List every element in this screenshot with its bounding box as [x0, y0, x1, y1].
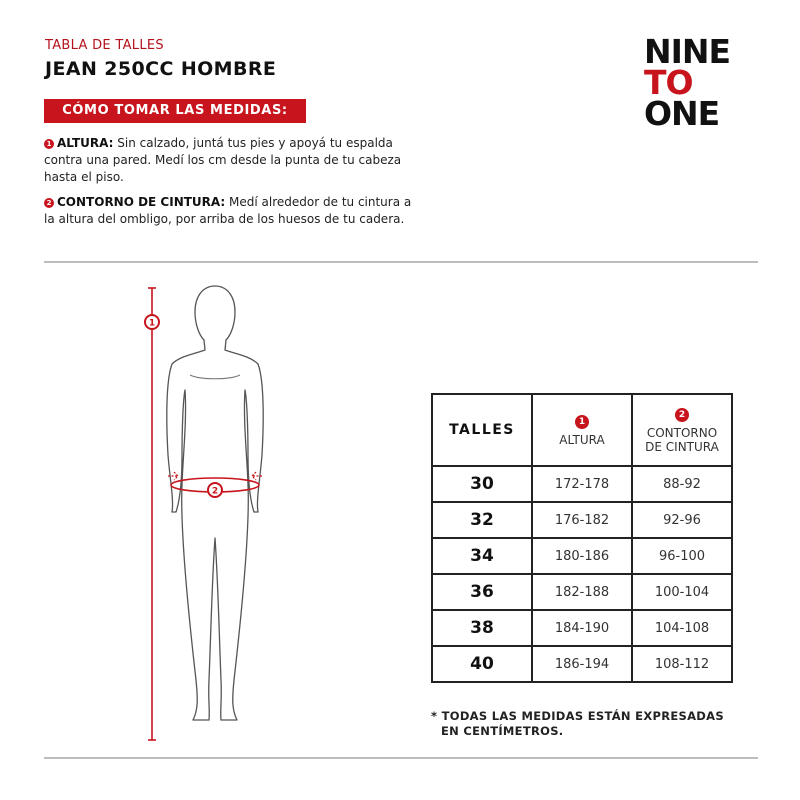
table-row — [432, 466, 732, 502]
top-divider — [44, 261, 758, 263]
footnote — [431, 709, 771, 739]
table-row — [432, 610, 732, 646]
step-number-icon: 2 — [44, 198, 54, 208]
size-table — [431, 393, 733, 683]
bottom-divider — [44, 757, 758, 759]
size-cell: 32 — [432, 502, 532, 538]
height-cell: 180-186 — [532, 538, 632, 574]
instruction-label: ALTURA: — [57, 136, 114, 150]
table-row — [432, 538, 732, 574]
waist-cell: 92-96 — [632, 502, 732, 538]
header-cintura — [632, 394, 732, 466]
height-cell: 184-190 — [532, 610, 632, 646]
footnote-line-2: EN CENTÍMETROS. — [441, 724, 564, 738]
step-number-icon: 1 — [44, 139, 54, 149]
header-cintura-line1: CONTORNO — [646, 426, 718, 440]
height-cell: 176-182 — [532, 502, 632, 538]
how-to-measure-banner: CÓMO TOMAR LAS MEDIDAS: — [44, 99, 306, 123]
size-cell: 36 — [432, 574, 532, 610]
waist-marker-label: 2 — [211, 486, 219, 497]
size-cell: 38 — [432, 610, 532, 646]
logo-line-3: ONE — [644, 94, 720, 133]
waist-cell: 100-104 — [632, 574, 732, 610]
size-table-header — [432, 394, 732, 466]
waist-number-icon: 2 — [675, 408, 689, 422]
header-altura-label: ALTURA — [559, 433, 605, 447]
instruction-text: Sin calzado, juntá tus pies y apoyá tu espalda contra una pared. Medí los cm desde la punta de tu cabeza hasta el piso. — [44, 136, 402, 184]
footnote-line-1: * TODAS LAS MEDIDAS ESTÁN EXPRESADAS — [431, 709, 724, 723]
height-cell: 186-194 — [532, 646, 632, 682]
instruction-text: Medí alrededor de tu cintura a la altura del ombligo, por arriba de los huesos de tu cadera. — [44, 195, 412, 226]
height-number-icon: 1 — [575, 415, 589, 429]
header-cintura-line2: DE CINTURA — [645, 440, 719, 454]
table-row — [432, 574, 732, 610]
header-talles: TALLES — [432, 394, 532, 466]
table-row — [432, 646, 732, 682]
size-cell: 30 — [432, 466, 532, 502]
instruction-waist — [44, 194, 424, 228]
table-row — [432, 502, 732, 538]
height-cell: 172-178 — [532, 466, 632, 502]
logo-line-2: TO — [644, 63, 693, 102]
height-cell: 182-188 — [532, 574, 632, 610]
instruction-label: CONTORNO DE CINTURA: — [57, 195, 226, 209]
logo-line-1: NINE — [644, 32, 731, 71]
header-altura — [532, 394, 632, 466]
body-figure — [130, 280, 300, 750]
waist-cell: 96-100 — [632, 538, 732, 574]
waist-cell: 108-112 — [632, 646, 732, 682]
instruction-height — [44, 135, 424, 186]
height-marker-label: 1 — [148, 318, 156, 329]
waist-cell: 104-108 — [632, 610, 732, 646]
human-silhouette — [167, 286, 263, 720]
size-cell: 34 — [432, 538, 532, 574]
chest-line — [190, 375, 240, 379]
page-title: JEAN 250CC HOMBRE — [45, 58, 277, 80]
waist-cell: 88-92 — [632, 466, 732, 502]
brand-logo — [644, 32, 731, 133]
size-cell: 40 — [432, 646, 532, 682]
page-subtitle: TABLA DE TALLES — [45, 38, 164, 53]
height-measure-line — [148, 288, 156, 740]
